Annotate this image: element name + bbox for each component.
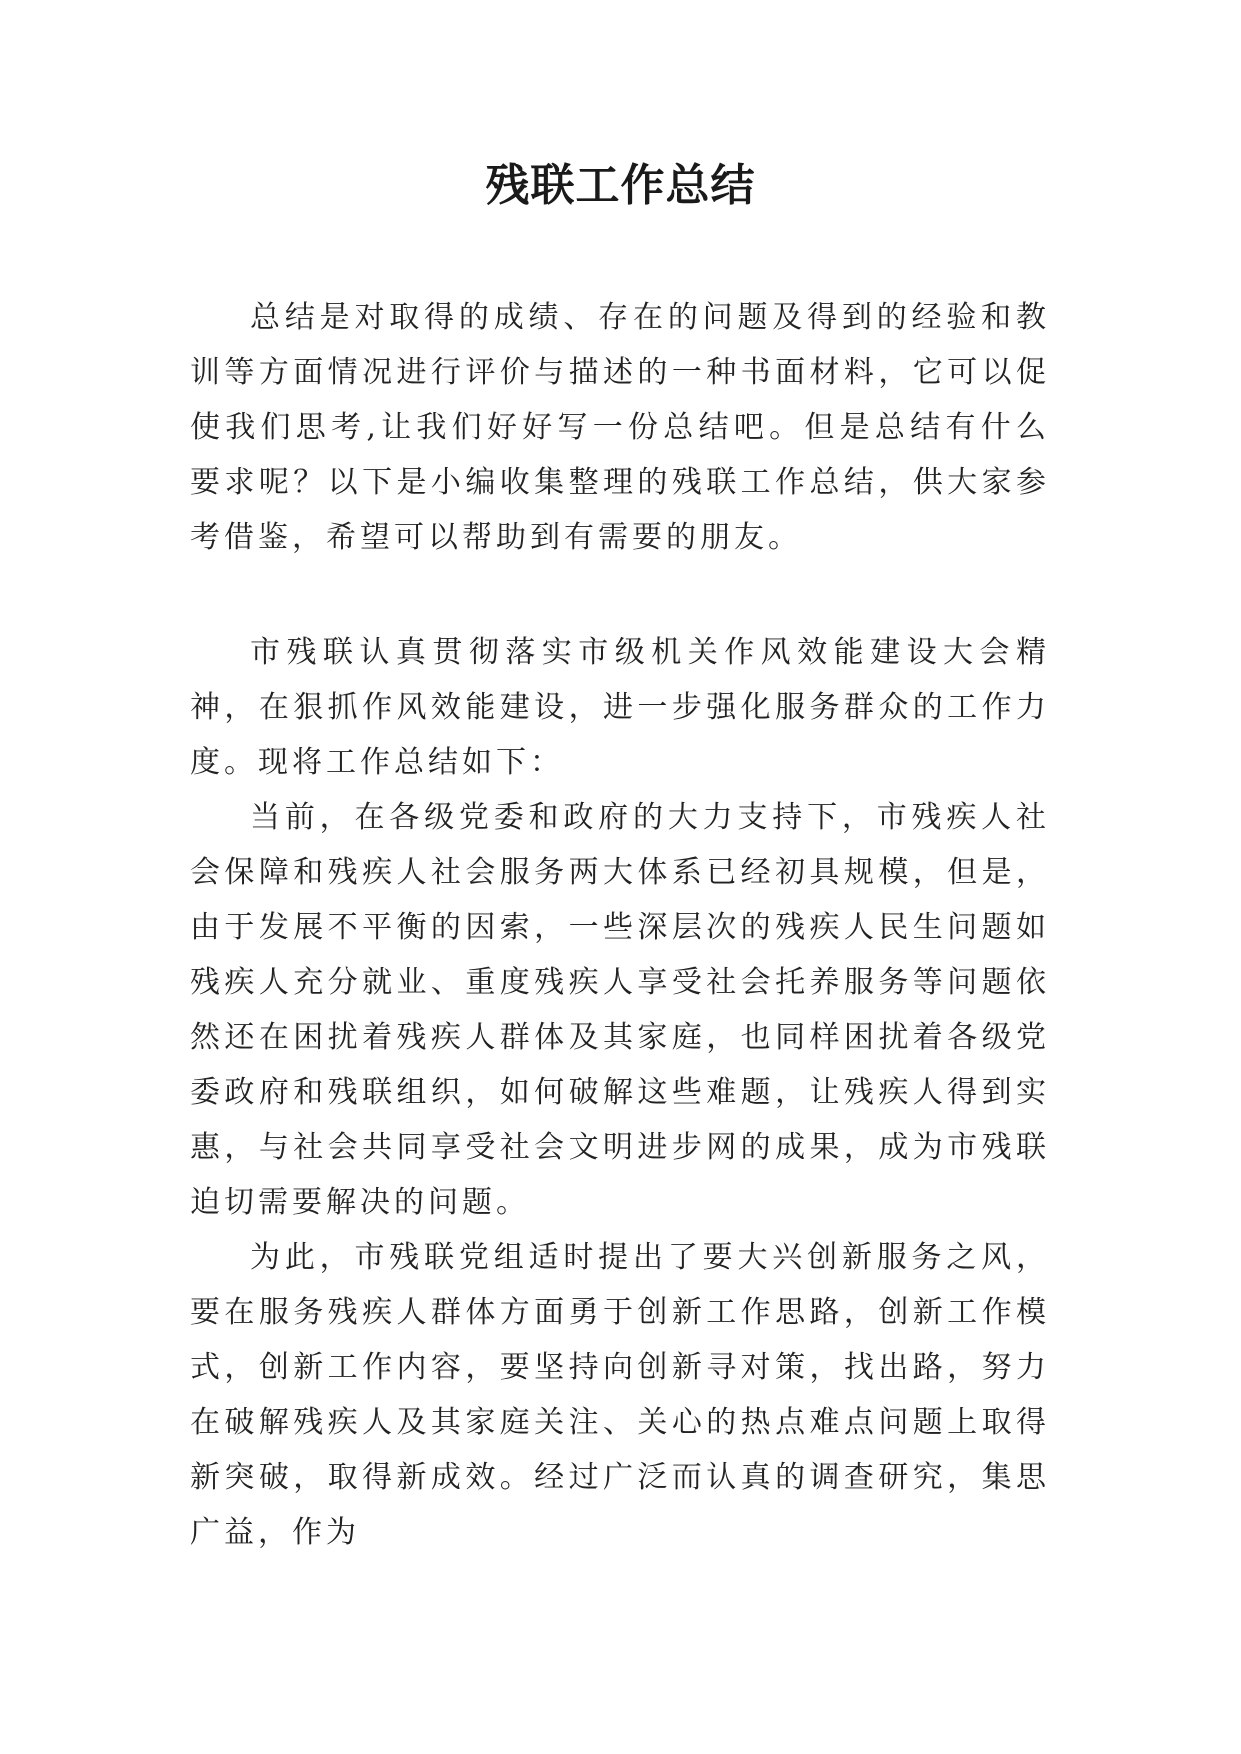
paragraph-4: 为此，市残联党组适时提出了要大兴创新服务之风，要在服务残疾人群体方面勇于创新工作思路，创新工作模式，创新工作内容，要坚持向创新寻对策，找出路，努力在破解残疾人及其家庭关注、关心的热点难点问题上取得新突破，取得新成效。经过广泛而认真的调查研究，集思广益，作为	[190, 1240, 1050, 1550]
paragraph-3: 当前，在各级党委和政府的大力支持下，市残疾人社会保障和残疾人社会服务两大体系已经初具规模，但是，由于发展不平衡的因索，一些深层次的残疾人民生问题如残疾人充分就业、重度残疾人享受社会托养服务等问题依然还在困扰着残疾人群体及其家庭，也同样困扰着各级党委政府和残联组织，如何破解这些难题，让残疾人得到实惠，与社会共同享受社会文明进步网的成果，成为市残联迫切需要解决的问题。	[190, 800, 1050, 1220]
paragraph-intro: 总结是对取得的成绩、存在的问题及得到的经验和教训等方面情况进行评价与描述的一种书面材料，它可以促使我们思考,让我们好好写一份总结吧。但是总结有什么要求呢？以下是小编收集整理的残联工作总结，供大家参考借鉴，希望可以帮助到有需要的朋友。	[190, 300, 1050, 555]
document-title: 残联工作总结	[485, 160, 756, 211]
paragraph-2: 市残联认真贯彻落实市级机关作风效能建设大会精神，在狠抓作风效能建设，进一步强化服务群众的工作力度。现将工作总结如下：	[190, 635, 1050, 780]
document-body	[190, 290, 1050, 1560]
